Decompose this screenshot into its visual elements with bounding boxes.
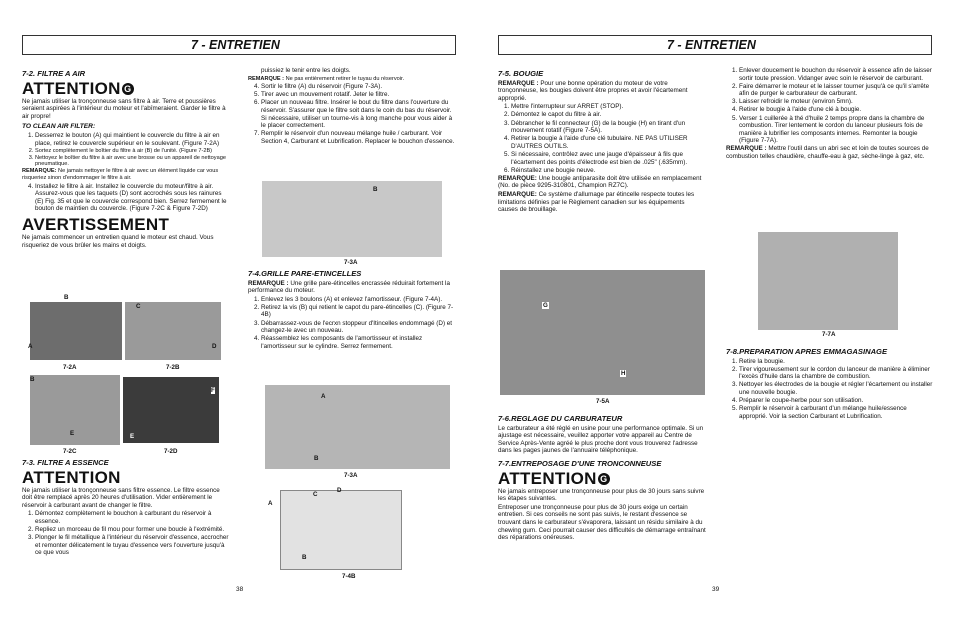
figure-7-4b-image — [280, 490, 402, 570]
attention-badge-icon: G — [122, 83, 134, 95]
fuel-filter-steps-cont — [248, 83, 456, 145]
figure-label: C — [136, 303, 141, 310]
figure-7-3a-top-image — [262, 181, 442, 257]
page-number: 38 — [236, 586, 244, 593]
right-column-2 — [726, 67, 934, 162]
left-column-2 — [248, 67, 456, 146]
list-item: 7. Remplir le réservoir d'un nouveau mélange huile / carburant. Voir Section 4, Carburant et Lubrification. Replacer le bouchon d'essence. — [261, 130, 456, 145]
figure-label: D — [212, 343, 217, 350]
figure-label: A — [321, 393, 326, 400]
attention-heading: ATTENTION — [22, 467, 121, 487]
left-column-1 — [22, 66, 230, 250]
left-column-1-bottom — [22, 455, 230, 557]
fuel-filter-steps — [22, 510, 230, 557]
list-item: 3. Plonger le fil métallique à l'intérieur du réservoir d'essence, accrocher et remonter délicatement le tuyau d'essence vers l'ouverture jusqu'à ce que vous — [35, 534, 230, 557]
remark: REMARQUE : Mettre l'outil dans un abri sec et loin de toutes sources de combustion telles chaudière, chauffe-eau à gaz, sèche-linge à gaz, etc. — [726, 145, 929, 161]
section-title-carburetor: 7-6.REGLAGE DU CARBURATEUR — [498, 414, 623, 423]
figure-caption: 7-3A — [344, 472, 358, 479]
after-storage-steps — [726, 358, 934, 421]
list-item: 3. Nettoyer les électrodes de la bougie et régler l'écartement ou installer une nouvelle bougie. — [739, 381, 934, 396]
air-filter-steps-cont — [22, 183, 230, 213]
list-item: 4. Retirer la bougie à l'aide d'une clé tubulaire. NE PAS UTILISER D'AUTRES OUTILS. — [511, 135, 706, 150]
figure-label: B — [302, 554, 307, 561]
right-page-header: 7 - ENTRETIEN — [498, 35, 932, 55]
left-page-header: 7 - ENTRETIEN — [22, 35, 456, 55]
list-item: 3. Débarrassez-vous de l'ecrxn stoppeur d'Itincelles endommagé (D) et changez-le avec un nouveau. — [261, 320, 456, 335]
warning-heading: AVERTISSEMENT — [22, 215, 170, 234]
attention-heading: ATTENTION G — [22, 80, 230, 97]
attention-heading: ATTENTION G — [498, 470, 706, 487]
figure-label: B — [314, 455, 319, 462]
list-item: 4. Retirer le bougie à l'aide d'une clé à bougie. — [739, 106, 934, 114]
section-title-fuel-filter: 7-3. FILTRE A ESSENCE — [22, 458, 109, 467]
figure-caption: 7-7A — [822, 331, 836, 338]
section-title-spark-plug: 7-5. BOUGIE — [498, 69, 544, 78]
list-item: 5. Verser 1 cuillerée à thé d'huile 2 temps propre dans la chambre de combustion. Tirer lentement le cordon du lanceur plusieurs fois de manière à lubrifier les composants internes. Remonter la bougie (Figure 7-7A). — [739, 115, 934, 145]
figure-caption: 7-5A — [596, 398, 610, 405]
storage-text-1: Ne jamais entreposer une tronçonneuse pour plus de 30 jours sans suivre les étapes suivantes. — [498, 487, 705, 503]
list-item: 5. Si nécessaire, contrôlez avec une jauge d'épaisseur à fils que l'écartement des points d'électrode est bien de .025" (.635mm). — [511, 151, 706, 166]
section-title-storage: 7-7.ENTREPOSAGE D'UNE TRONCONNEUSE — [498, 458, 662, 468]
section-title-air-filter: 7-2. FILTRE A AIR — [22, 69, 86, 78]
figure-caption: 7-2C — [63, 448, 77, 455]
figure-label: D — [337, 487, 342, 494]
figure-7-7a-image — [758, 232, 898, 330]
figure-label: F — [211, 387, 215, 394]
figure-7-2b-image — [125, 302, 221, 360]
section-title-spark-grid: 7-4.GRILLE PARE-ETINCELLES — [248, 269, 362, 278]
right-column-1 — [498, 66, 706, 215]
figure-7-2c-image — [30, 375, 120, 445]
figure-7-5a-image — [500, 270, 705, 395]
right-column-2-bottom — [726, 344, 934, 421]
left-column-2-spark-grid — [248, 266, 456, 351]
storage-text-2: Entreposer une tronçonneuse pour plus de 30 jours exige un certain entretien. Si ces conseils ne sont pas suivis, le restant d'essence se trouvant dans le carburateur s'évaporera, laissant un résidu similaire à du chewing gum. Ceci pourrait causer des difficultés de démarrage entraînant des réparations onéreuses. — [498, 503, 706, 542]
air-filter-steps — [22, 132, 230, 168]
list-item: 3. Débrancher le fil connecteur (G) de la bougie (H) en tirant d'un mouvement rotatif (Figure 7-5A). — [511, 120, 706, 135]
list-item: 4. Préparer le coupe-herbe pour son utilisation. — [739, 397, 934, 405]
figure-label: A — [28, 343, 33, 350]
figure-caption: 7-2D — [164, 448, 178, 455]
attention-text: Ne jamais utiliser la tronçonneuse sans filtre à air. Terre et poussières seraient aspirées à l'intérieur du moteur et l'abîmeraient. Garder le filtre à air propre! — [22, 97, 226, 120]
list-item: 5. Tirer avec un mouvement rotatif. Jeter le filtre. — [261, 91, 456, 99]
figure-label: B — [30, 376, 35, 383]
figure-label: A — [268, 500, 273, 507]
list-item: 1. Mettre l'interrupteur sur ARRET (STOP). — [511, 103, 706, 111]
list-item: 2. Faire démarrer le moteur et le laisser tourner jusqu'à ce qu'il s'arrête afin de purger le carburateur de carburant. — [739, 83, 934, 98]
attention-badge-icon: G — [598, 473, 610, 485]
storage-steps — [726, 67, 934, 145]
remark: REMARQUE : Ne pas entièrement retirer le tuyau du réservoir. — [248, 75, 405, 82]
list-item: 1. Desserrez le bouton (A) qui maintient le couvercle du filtre à air en place, retirez le couvercle supérieur en le soulevant. (Figure 7-2A) — [35, 132, 230, 147]
figure-label: H — [621, 370, 626, 377]
continued-text: puissiez le tenir entre les doigts. — [261, 67, 351, 74]
remark: REMARQUE : Pour une bonne opération du moteur de votre tronçonneuse, les bougies doivent être propres et avoir l'écartement approprié. — [498, 79, 688, 102]
list-item: 2. Retirez la vis (B) qui retient le capot du pare-étincelles (C). (Figure 7-4B) — [261, 304, 456, 319]
figure-7-2d-image — [123, 377, 219, 443]
list-item: 3. Laisser refroidir le moteur (environ 5mn). — [739, 98, 934, 106]
list-item: 2. Tirer vigoureusement sur le cordon du lanceur de manière à éliminer l'excès d'huile dans la chambre de combustion. — [739, 366, 934, 381]
carburetor-text: Le carburateur a été réglé en usine pour une performance optimale. Si un ajustage est nécessaire, veuillez apporter votre appareil au Centre de Service Après-Vente agréé le plus proche dont vous trouverez l'adresse dans les pages jaunes de l'annuaire téléphonique. — [498, 424, 704, 455]
figure-label: C — [313, 491, 318, 498]
list-item: 2. Sortez complètement le boîtier du filtre à air (B) de l'unité. (Figure 7-2B) — [35, 148, 230, 155]
list-item: 6. Placer un nouveau filtre. Insérer le bout du filtre dans l'ouverture du réservoir. S'assurer que le filtre soit dans le coin du bas du réservoir. Si nécessaire, utiliser un tourne-vis à long manche pour vous aider à le placer correctement. — [261, 99, 456, 129]
right-column-1-bottom — [498, 411, 706, 543]
page-number: 39 — [712, 586, 720, 593]
figure-label: E — [70, 430, 75, 437]
list-item: 1. Enlever doucement le bouchon du réservoir à essence afin de laisser sortir toute pression. Vidanger avec soin le réservoir de carburant. — [739, 67, 934, 82]
figure-caption: 7-2B — [166, 364, 180, 371]
remark: REMARQUE: Une bougie antiparasite doit être utilisée en remplacement (No. de pièce 9295-310801, Champion RZ7C). — [498, 174, 702, 190]
figure-label: B — [64, 294, 69, 301]
remark: REMARQUE: Ce système d'allumage par étincelle respecte toutes les limitations définies par le Règlement canadien sur les équipements causes de brouillage. — [498, 190, 695, 214]
remark: REMARQUE : Une grille pare-étincelles encrassée réduirait fortement la performance du moteur. — [248, 279, 450, 295]
list-item: 1. Démontez complètement le bouchon à carburant du réservoir à essence. — [35, 510, 230, 525]
list-item: 4. Installez le filtre à air. Installez le couvercle du moteur/filtre à air. Assurez-vous que les taquets (D) sont accrochés sous les rainures (E) Fig. 35 et que le couvercle correspond bien. Serrez fermement le bouton de maintien du couvercle. (Figure 7-2C & Figure 7-2D) — [35, 183, 230, 213]
list-item: 1. Retire la bougie. — [739, 358, 934, 366]
attention-text: Ne jamais utiliser la tronçonneuse sans filtre essence. Le filtre essence doit être remplacé après 20 heures d'utilisation. Vider entièrement le réservoir à carburant avant de changer le filtre. — [22, 486, 220, 509]
remark: REMARQUE: Ne jamais nettoyer le filtre à air avec un élément liquide car vous risqueriez sinon d'endommager le filtre à air. — [22, 168, 219, 182]
spark-plug-steps — [498, 103, 706, 174]
list-item: 1. Enlevez les 3 boulons (A) et enlevez l'amortisseur. (Figure 7-4A). — [261, 296, 456, 304]
figure-label: E — [130, 433, 135, 440]
figure-label: B — [373, 186, 378, 193]
list-item: 6. Réinstallez une bougie neuve. — [511, 167, 706, 175]
section-title-after-storage: 7-8.PREPARATION APRES EMMAGASINAGE — [726, 347, 888, 356]
figure-caption: 7-2A — [63, 364, 77, 371]
list-item: 4. Sortir le filtre (A) du réservoir (Figure 7-3A). — [261, 83, 456, 91]
figure-label: G — [543, 302, 548, 309]
figure-caption: 7-3A — [344, 259, 358, 266]
clean-air-filter-title: TO CLEAN AIR FILTER: — [22, 123, 96, 131]
figure-7-2a-image — [30, 302, 122, 360]
list-item: 2. Repliez un morceau de fil mou pour former une boucle à l'extrémité. — [35, 526, 230, 534]
list-item: 2. Démontez le capot du filtre à air. — [511, 111, 706, 119]
list-item: 5. Remplir le réservoir à carburant d'un mélange huile/essence approprié. Voir la section Carburant et Lubrification. — [739, 405, 934, 420]
list-item: 4. Réassemblez les composants de l'amortisseur et installez l'amortisseur sur le cylindre. Serrez fermement. — [261, 335, 456, 350]
list-item: 3. Nettoyez le boîtier du filtre à air avec une brosse ou un appareil de nettoyage pneumatique. — [35, 155, 230, 168]
spark-grid-steps — [248, 296, 456, 351]
figure-caption: 7-4B — [342, 573, 356, 580]
figure-7-3a-middle-image — [265, 385, 450, 469]
warning-text: Ne jamais commencer un entretien quand le moteur est chaud. Vous risqueriez de vous brûler les mains et doigts. — [22, 234, 214, 249]
